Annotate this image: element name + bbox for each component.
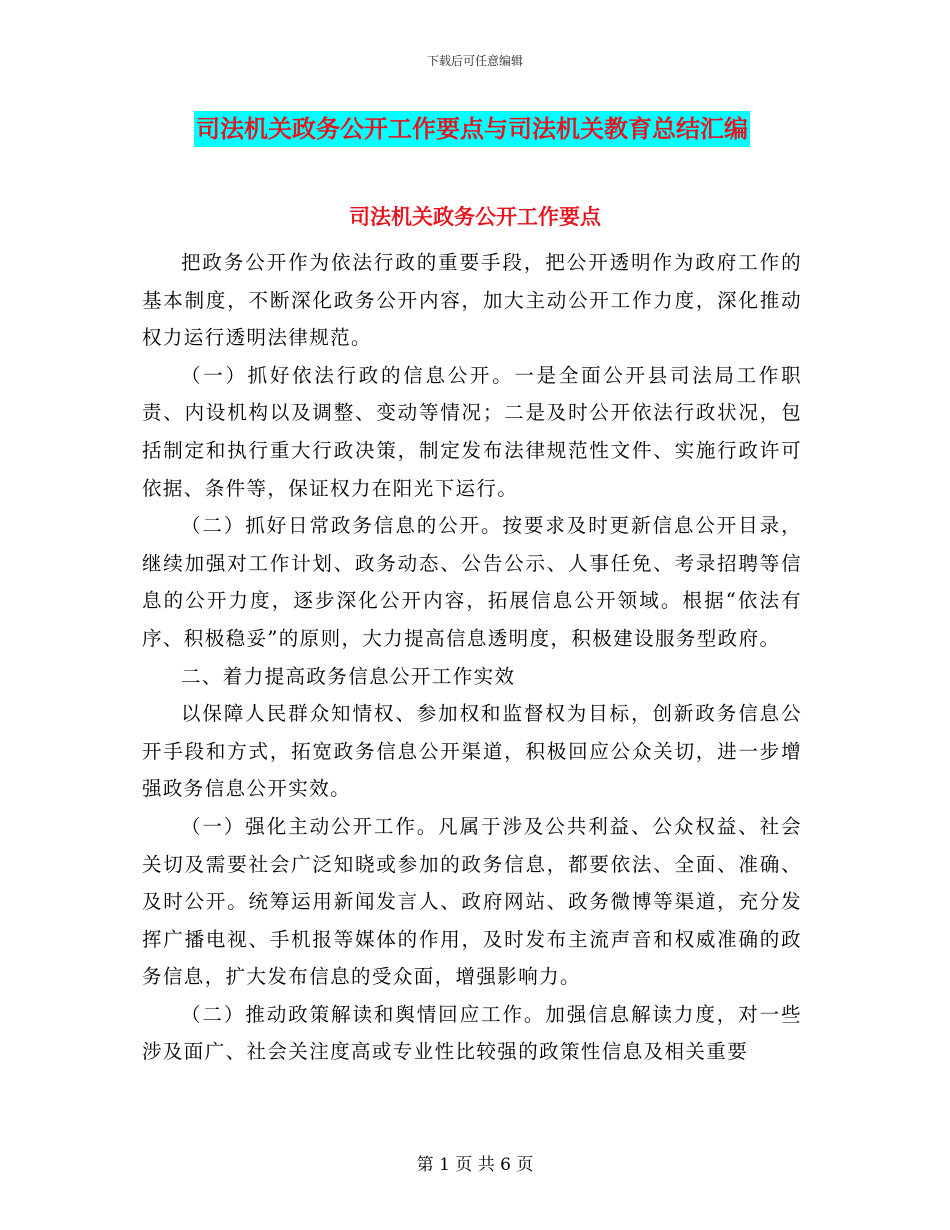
document-body <box>142 244 802 1071</box>
paragraph: 以保障人民群众知情权、参加权和监督权为目标，创新政务信息公开手段和方式，拓宽政务信息公开渠道，积极回应公众关切，进一步增强政务信息公开实效。 <box>142 702 802 801</box>
document-main-title: 司法机关政务公开工作要点与司法机关教育总结汇编 <box>194 111 750 147</box>
paragraph: （一）抓好依法行政的信息公开。一是全面公开县司法局工作职责、内设机构以及调整、变动等情况；二是及时公开依法行政状况，包括制定和执行重大行政决策，制定发布法律规范性文件、实施行政许可依据、条件等，保证权力在阳光下运行。 <box>142 363 802 500</box>
section-heading: 二、着力提高政务信息公开工作实效 <box>181 664 516 688</box>
section-title: 司法机关政务公开工作要点 <box>349 204 601 229</box>
page-number-footer: 第 1 页 共 6 页 <box>416 1155 534 1175</box>
header-note: 下载后可任意编辑 <box>426 54 523 68</box>
paragraph: （二）推动政策解读和舆情回应工作。加强信息解读力度，对一些涉及面广、社会关注度高或专业性比较强的政策性信息及相关重要 <box>142 1002 802 1064</box>
paragraph: （一）强化主动公开工作。凡属于涉及公共利益、公众权益、社会关切及需要社会广泛知晓或参加的政务信息，都要依法、全面、准确、及时公开。统筹运用新闻发言人、政府网站、政务微博等渠道，充分发挥广播电视、手机报等媒体的作用，及时发布主流声音和权威准确的政务信息，扩大发布信息的受众面，增强影响力。 <box>142 814 802 989</box>
paragraph: 把政务公开作为依法行政的重要手段，把公开透明作为政府工作的基本制度，不断深化政务公开内容，加大主动公开工作力度，深化推动权力运行透明法律规范。 <box>142 251 802 350</box>
paragraph: （二）抓好日常政务信息的公开。按要求及时更新信息公开目录，继续加强对工作计划、政务动态、公告公示、人事任免、考录招聘等信息的公开力度，逐步深化公开内容，拓展信息公开领域。根据“依法有序、积极稳妥”的原则，大力提高信息透明度，积极建设服务型政府。 <box>142 514 802 650</box>
